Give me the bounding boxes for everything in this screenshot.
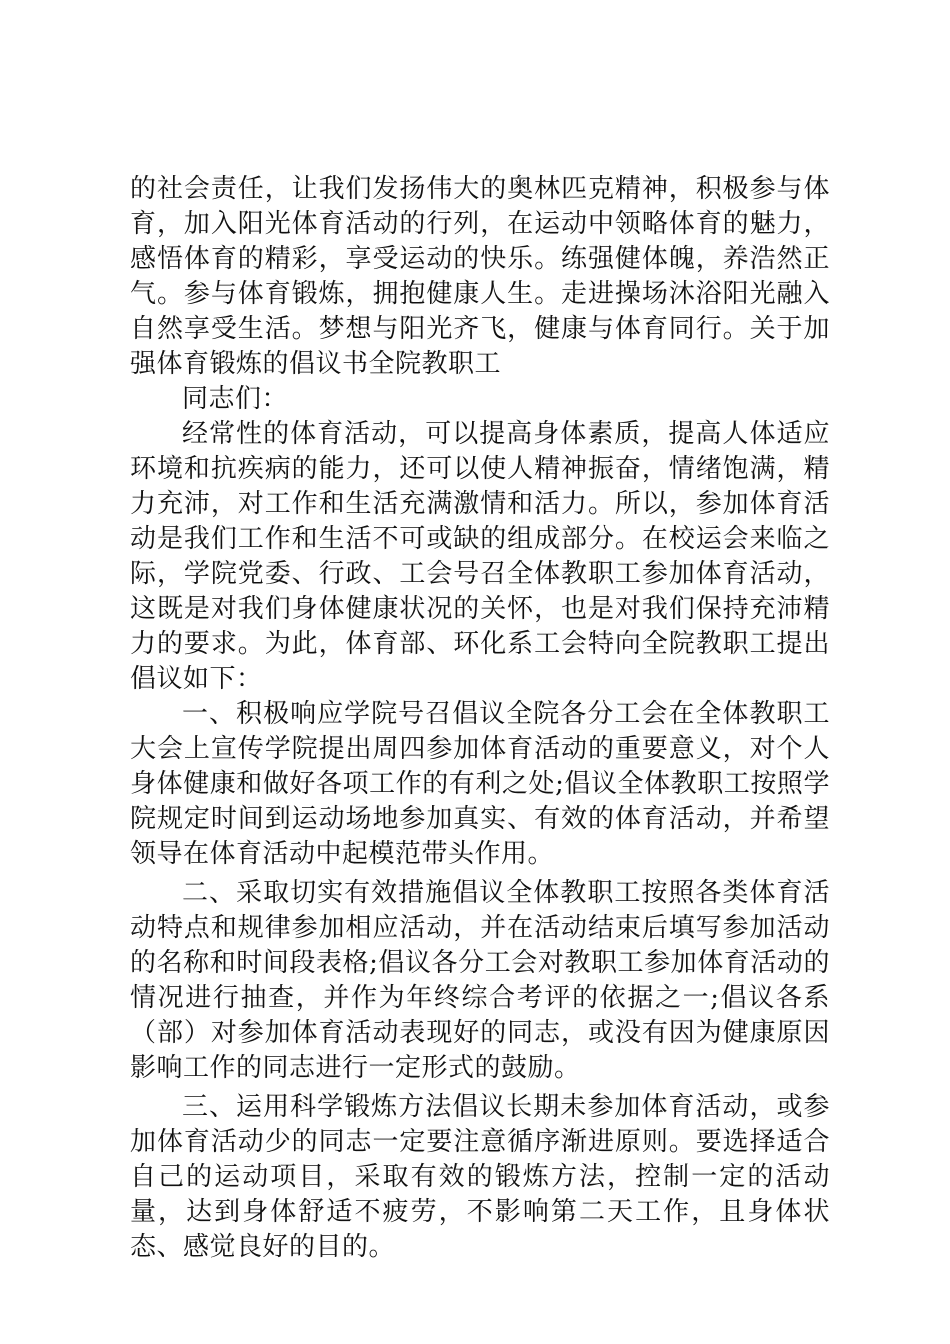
paragraph-item-3: 三、运用科学锻炼方法倡议长期未参加体育活动，或参加体育活动少的同志一定要注意循序渐进原则。要选择适合自己的运动项目，采取有效的锻炼方法，控制一定的活动量，达到身体舒适不疲劳，不影响第二天工作，且身体状态、感觉良好的目的。 [130,1092,830,1262]
paragraph-item-2: 二、采取切实有效措施倡议全体教职工按照各类体育活动特点和规律参加相应活动，并在活动结束后填写参加活动的名称和时间段表格;倡议各分工会对教职工参加体育活动的情况进行抽查，并作为年终综合考评的依据之一;倡议各系（部）对参加体育活动表现好的同志，或没有因为健康原因影响工作的同志进行一定形式的鼓励。 [130,878,830,1083]
paragraph-intro: 的社会责任，让我们发扬伟大的奥林匹克精神，积极参与体育，加入阳光体育活动的行列，在运动中领略体育的魅力，感悟体育的精彩，享受运动的快乐。练强健体魄，养浩然正气。参与体育锻炼，拥抱健康人生。走进操场沐浴阳光融入自然享受生活。梦想与阳光齐飞，健康与体育同行。关于加强体育锻炼的倡议书全院教职工 [130,174,830,379]
document-body [130,172,830,1265]
paragraph-main: 经常性的体育活动，可以提高身体素质，提高人体适应环境和抗疾病的能力，还可以使人精神振奋，情绪饱满，精力充沛，对工作和生活充满激情和活力。所以，参加体育活动是我们工作和生活不可或缺的组成部分。在校运会来临之际，学院党委、行政、工会号召全体教职工参加体育活动，这既是对我们身体健康状况的关怀，也是对我们保持充沛精力的要求。为此，体育部、环化系工会特向全院教职工提出倡议如下： [130,419,830,694]
paragraph-salutation: 同志们： [182,384,289,414]
paragraph-item-1: 一、积极响应学院号召倡议全院各分工会在全体教职工大会上宣传学院提出周四参加体育活动的重要意义，对个人身体健康和做好各项工作的有利之处;倡议全体教职工按照学院规定时间到运动场地参加真实、有效的体育活动，并希望领导在体育活动中起模范带头作用。 [130,699,830,869]
